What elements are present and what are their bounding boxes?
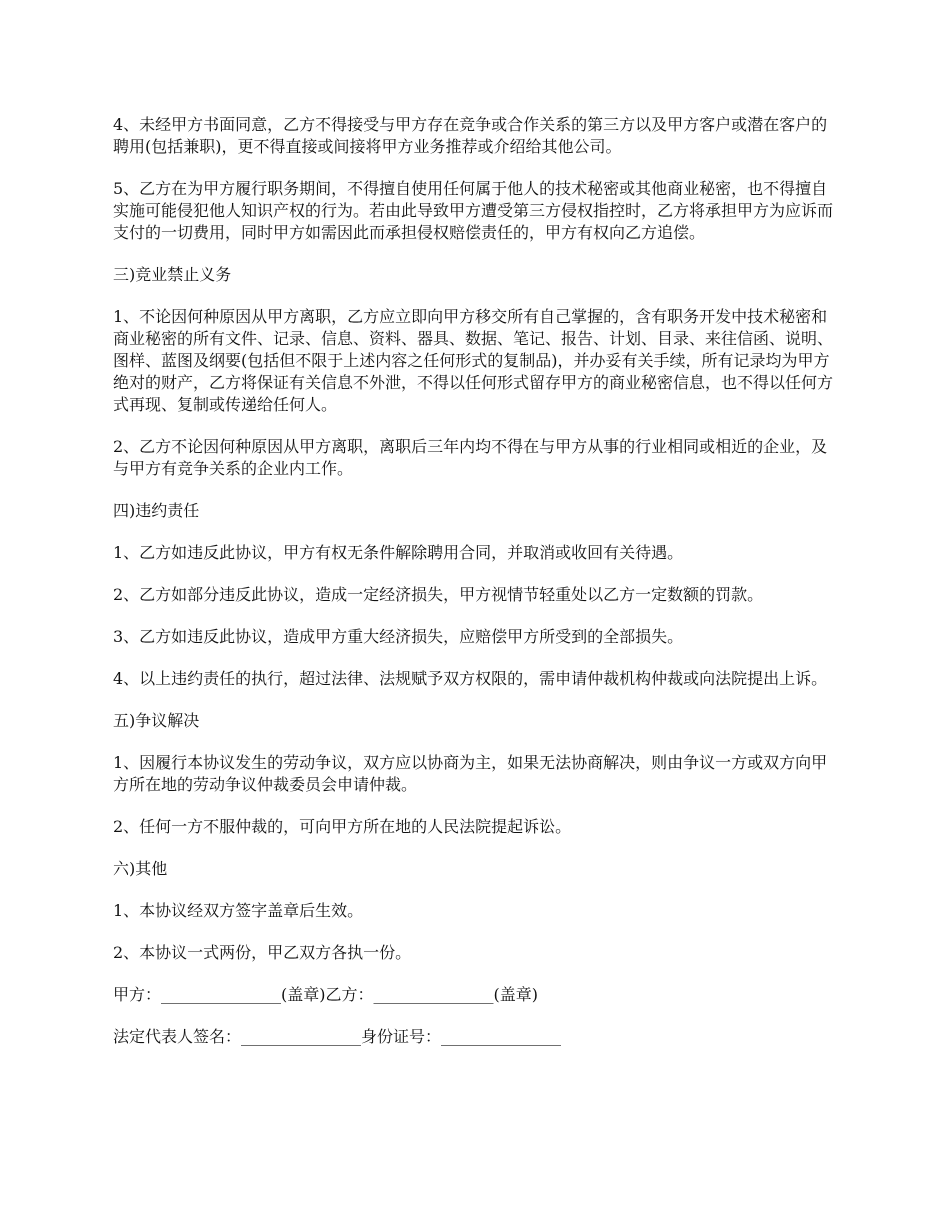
- clause-paragraph: 4、以上违约责任的执行，超过法律、法规赋予双方权限的，需申请仲裁机构仲裁或向法院提出上诉。: [113, 669, 828, 688]
- clause-paragraph: 2、本协议一式两份，甲乙双方各执一份。: [113, 943, 412, 962]
- section-heading: 三)竞业禁止义务: [113, 265, 232, 284]
- clause-paragraph: 5、乙方在为甲方履行职务期间，不得擅自使用任何属于他人的技术秘密或其他商业秘密，也不得擅自实施可能侵犯他人知识产权的行为。若由此导致甲方遭受第三方侵权指控时，乙方将承担甲方为应诉而支付的一切费用，同时甲方如需因此而承担侵权赔偿责任的，甲方有权向乙方追偿。: [113, 179, 834, 242]
- clause-paragraph: 1、乙方如违反此协议，甲方有权无条件解除聘用合同，并取消或收回有关待遇。: [113, 543, 684, 562]
- signature-line-representative: 法定代表人签名：_______________身份证号：_______________: [113, 1027, 562, 1046]
- section-heading: 四)违约责任: [113, 501, 200, 520]
- clause-paragraph: 2、任何一方不服仲裁的，可向甲方所在地的人民法院提起诉讼。: [113, 817, 572, 836]
- clause-paragraph: 1、本协议经双方签字盖章后生效。: [113, 901, 364, 920]
- document-body: [113, 114, 843, 1068]
- clause-paragraph: 2、乙方不论因何种原因从甲方离职，离职后三年内均不得在与甲方从事的行业相同或相近的企业，及与甲方有竞争关系的企业内工作。: [113, 437, 828, 478]
- clause-paragraph: 4、未经甲方书面同意，乙方不得接受与甲方存在竞争或合作关系的第三方以及甲方客户或潜在客户的聘用(包括兼职)，更不得直接或间接将甲方业务推荐或介绍给其他公司。: [113, 115, 828, 156]
- clause-paragraph: 2、乙方如部分违反此协议，造成一定经济损失，甲方视情节轻重处以乙方一定数额的罚款。: [113, 585, 764, 604]
- clause-paragraph: 3、乙方如违反此协议，造成甲方重大经济损失，应赔偿甲方所受到的全部损失。: [113, 627, 684, 646]
- section-heading: 五)争议解决: [113, 711, 200, 730]
- section-heading: 六)其他: [113, 859, 168, 878]
- clause-paragraph: 1、因履行本协议发生的劳动争议，双方应以协商为主，如果无法协商解决，则由争议一方或双方向甲方所在地的劳动争议仲裁委员会申请仲裁。: [113, 753, 828, 794]
- clause-paragraph: 1、不论因何种原因从甲方离职，乙方应立即向甲方移交所有自己掌握的，含有职务开发中技术秘密和商业秘密的所有文件、记录、信息、资料、器具、数据、笔记、报告、计划、目录、来往信函、说明、图样、蓝图及纲要(包括但不限于上述内容之任何形式的复制品)，并办妥有关手续，所有记录均为甲方绝对的财产，乙方将保证有关信息不外泄，不得以任何形式留存甲方的商业秘密信息，也不得以任何方式再现、复制或传递给任何人。: [113, 307, 834, 414]
- signature-line-parties: 甲方：_______________(盖章)乙方：_______________(盖章): [113, 985, 538, 1004]
